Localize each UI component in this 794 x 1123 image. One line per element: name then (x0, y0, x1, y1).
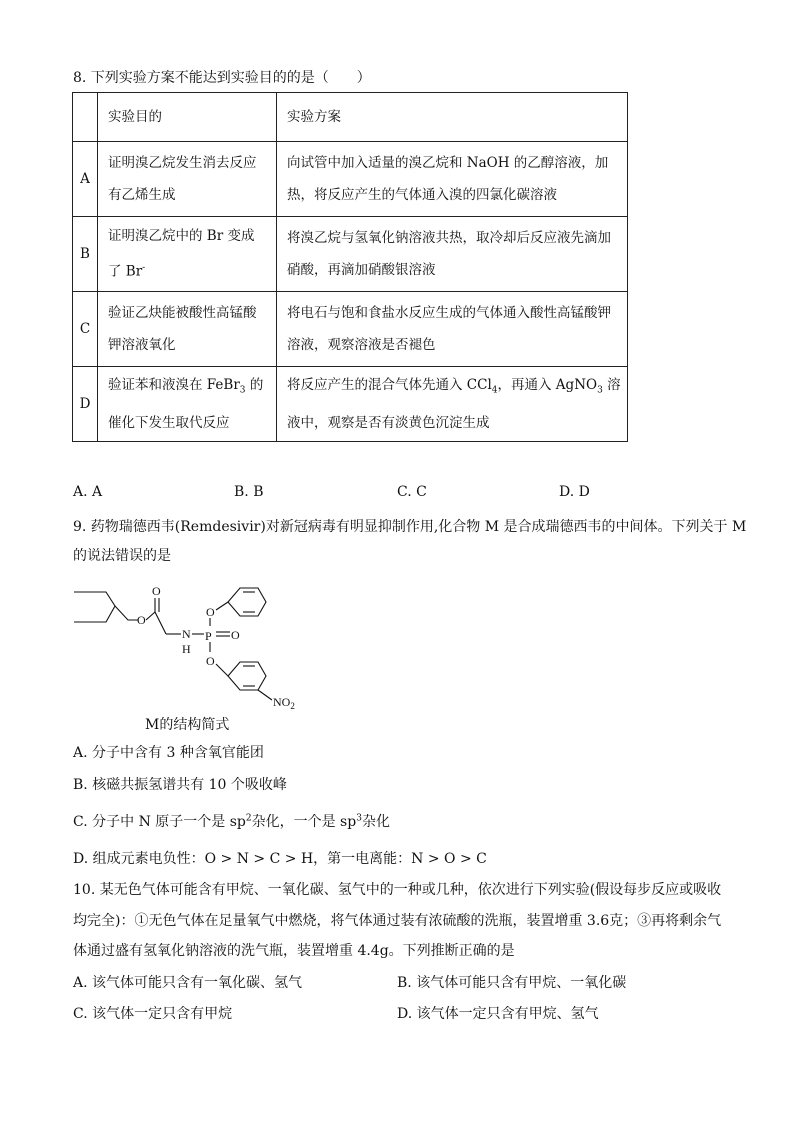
plan-line: 将溴乙烷与氢氧化钠溶液共热，取冷却后反应液先滴加 (287, 230, 611, 246)
purpose-line: 钾溶液氧化 (108, 337, 176, 353)
atom-N: N (182, 627, 191, 641)
row-purpose (98, 292, 277, 367)
q8-option-b[interactable]: B. B (234, 484, 264, 500)
molecule-structure (66, 578, 316, 713)
table-row (73, 142, 628, 217)
purpose-text: 的 (245, 377, 264, 394)
q9-option-c[interactable] (73, 811, 390, 831)
purpose-line: 有乙烯生成 (108, 187, 176, 203)
row-plan (277, 367, 628, 442)
q10-option-c[interactable]: C. 该气体一定只含有甲烷 (73, 1006, 233, 1022)
bond (146, 612, 155, 620)
experiment-table (72, 92, 628, 442)
row-label: A (73, 142, 98, 217)
q9-option-a[interactable]: A. 分子中含有 3 种含氧官能团 (73, 745, 264, 761)
option-text: C. 分子中 N 原子一个是 sp (73, 814, 246, 830)
header-cell-plan: 实验方案 (277, 93, 628, 142)
header-cell-label (73, 93, 98, 142)
atom-O: O (206, 654, 215, 668)
charge-sup: - (142, 263, 146, 274)
bond (216, 664, 228, 676)
row-purpose (98, 367, 277, 442)
q10-option-a[interactable]: A. 该气体可能只含有一氧化碳、氢气 (73, 975, 303, 991)
atom-H: H (182, 642, 191, 656)
row-label: C (73, 292, 98, 367)
hybrid-sup: 3 (356, 813, 362, 824)
row-plan (277, 217, 628, 292)
plan-line (287, 369, 627, 407)
plan-text: 将反应产生的混合气体先通入 CCl (287, 377, 492, 394)
purpose-line: 证明溴乙烷发生消去反应 (108, 155, 257, 171)
atom-O: O (137, 613, 146, 627)
header-cell-purpose: 实验目的 (98, 93, 277, 142)
table-row (73, 367, 628, 442)
formula-sub: 3 (597, 385, 603, 396)
plan-line: 热，将反应产生的气体通入溴的四氯化碳溶液 (287, 187, 557, 203)
row-plan (277, 292, 628, 367)
plan-line: 硝酸，再滴加硝酸银溶液 (287, 262, 436, 278)
atom-P: P (205, 629, 212, 643)
q8-option-a[interactable]: A. A (73, 484, 103, 500)
q10-stem-line-3: 体通过盛有氢氧化钠溶液的洗气瓶，装置增重 4.4g。下列推断正确的是 (73, 943, 515, 959)
q10-option-b[interactable]: B. 该气体可能只含有甲烷、一氧化碳 (397, 975, 627, 991)
atom-O: O (206, 605, 215, 619)
alkyl-chain (115, 606, 138, 620)
q10-stem-line-1: 10. 某无色气体可能含有甲烷、一氧化碳、氢气中的一种或几种，依次进行下列实验(假设每步反应或吸收 (73, 882, 722, 898)
row-label: D (73, 367, 98, 442)
atom-O: O (152, 584, 161, 598)
structure-caption: M的结构简式 (145, 717, 230, 733)
table-row (73, 217, 628, 292)
table-header-row (73, 93, 628, 142)
q8-stem: 8. 下列实验方案不能达到实验目的的是（ ） (73, 70, 371, 86)
row-purpose (98, 217, 277, 292)
nitro-group: $NO_2$ (273, 695, 295, 711)
purpose-line (108, 252, 276, 288)
purpose-line: 催化下发生取代反应 (108, 414, 230, 431)
row-plan (277, 142, 628, 217)
bond (216, 602, 228, 610)
q9-option-b[interactable]: B. 核磁共振氢谱共有 10 个吸收峰 (73, 777, 287, 793)
atom-O: O (231, 628, 240, 642)
option-text: 杂化 (361, 814, 390, 830)
q9-option-d[interactable]: D. 组成元素电负性：O > N > C > H，第一电离能：N > O > C (73, 851, 487, 867)
q8-option-d[interactable]: D. D (559, 484, 590, 500)
purpose-text: 验证苯和液溴在 FeBr (108, 377, 240, 394)
plan-line: 液中，观察是否有淡黄色沉淀生成 (287, 414, 490, 431)
q9-stem-line-1: 9. 药物瑞德西韦(Remdesivir)对新冠病毒有明显抑制作用,化合物 M 是合成瑞德西韦的中间体。下列关于 M (73, 519, 747, 535)
hybrid-sup: 2 (245, 813, 252, 824)
option-text: 杂化，一个是 sp (251, 814, 357, 830)
plan-line: 将电石与饱和食盐水反应生成的气体通入酸性高锰酸钾 (287, 305, 611, 321)
formula-sub: 3 (239, 385, 246, 396)
bond (258, 690, 272, 700)
row-label: B (73, 217, 98, 292)
q8-option-c[interactable]: C. C (397, 484, 427, 500)
q10-option-d[interactable]: D. 该气体一定只含有甲烷、氢气 (397, 1006, 599, 1022)
purpose-text: 了 Br (108, 263, 143, 280)
plan-text: 溶 (602, 377, 621, 394)
purpose-line: 证明溴乙烷中的 Br 变成 (108, 228, 255, 245)
formula-sub: 4 (491, 385, 498, 396)
alkyl-chain (74, 592, 115, 622)
row-purpose (98, 142, 277, 217)
plan-line: 溶液，观察溶液是否褪色 (287, 337, 436, 353)
q9-stem-line-2: 的说法错误的是 (73, 548, 171, 564)
q10-stem-line-2: 均完全)：①无色气体在足量氧气中燃烧，将气体通过装有浓硫酸的洗瓶，装置增重 3.6克；③再将剩余气 (73, 913, 722, 929)
purpose-line: 验证乙炔能被酸性高锰酸 (108, 305, 257, 321)
plan-text: ，再通入 AgNO (497, 377, 598, 394)
bond (155, 612, 166, 634)
plan-line: 向试管中加入适量的溴乙烷和 NaOH 的乙醇溶液，加 (287, 155, 609, 171)
purpose-line (108, 369, 276, 407)
table-row (73, 292, 628, 367)
